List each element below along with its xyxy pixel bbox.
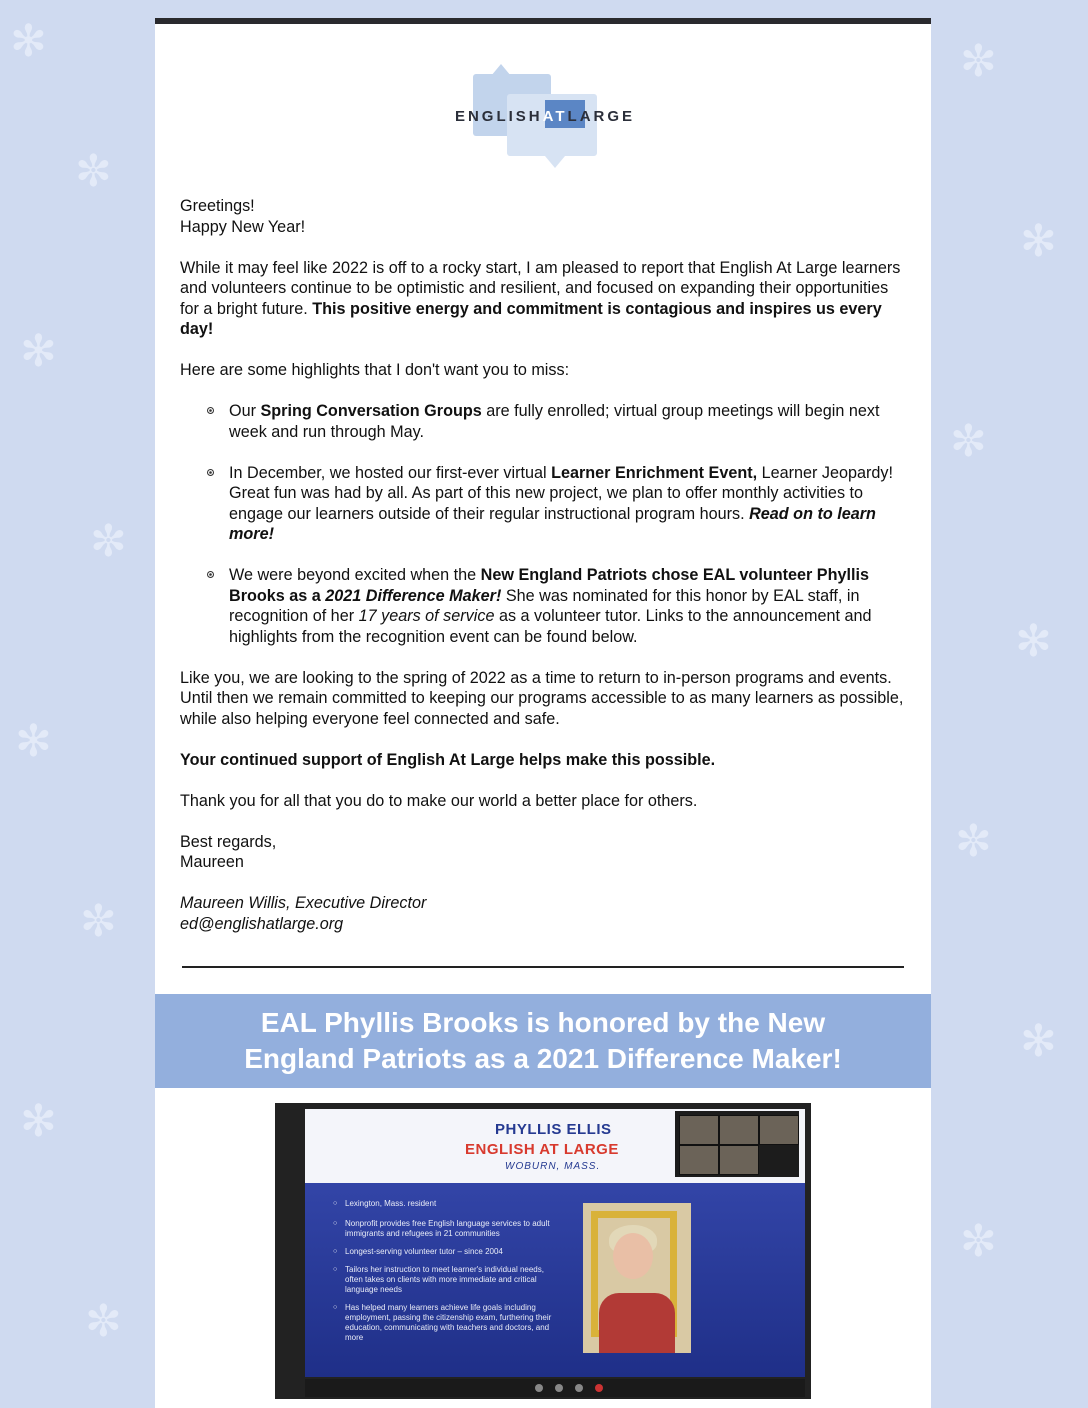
snowflake-icon: ✼ — [90, 516, 127, 567]
intro-paragraph: While it may feel like 2022 is off to a rocky start, I am pleased to report that English At Large learners and volunteers continue to be optimistic and resilient, and focused on expanding their opportunities for a bright future. This positive energy and commitment is contagious and inspires us every day! — [180, 258, 901, 338]
meeting-controls-bar — [305, 1379, 805, 1397]
signature-email[interactable]: ed@englishatlarge.org — [180, 914, 344, 933]
snowflake-icon: ✼ — [75, 146, 112, 197]
support-statement: Your continued support of English At Large helps make this possible. — [180, 750, 716, 769]
slide-org: ENGLISH AT LARGE — [465, 1141, 619, 1158]
snowflake-icon: ✻ — [10, 16, 47, 67]
snowflake-icon: ✼ — [960, 36, 997, 87]
presentation-slide — [305, 1109, 805, 1377]
slide-bullet: ○ Longest-serving volunteer tutor – since 2004 — [345, 1247, 555, 1257]
snowflake-icon: ✻ — [20, 326, 57, 377]
bullet-icon — [207, 469, 214, 476]
snowflake-icon: ✻ — [1015, 616, 1052, 667]
thanks-paragraph: Thank you for all that you do to make our world a better place for others. — [180, 791, 698, 810]
snowflake-icon: ✼ — [950, 416, 987, 467]
divider — [182, 966, 904, 968]
event-photo — [275, 1103, 811, 1399]
banner-title: EAL Phyllis Brooks is honored by the New England Patriots as a 2021 Difference Maker! — [244, 1007, 842, 1074]
snowflake-icon: ✻ — [1020, 1016, 1057, 1067]
new-year-greeting: Happy New Year! — [180, 217, 306, 236]
snowflake-icon: ✼ — [955, 816, 992, 867]
video-call-thumbnails — [675, 1111, 799, 1177]
english-at-large-logo: ENGLISHATLARGE — [435, 64, 655, 164]
signature-title: Maureen Willis, Executive Director — [180, 894, 427, 912]
snowflake-icon: ✼ — [80, 896, 117, 947]
greeting: Greetings! — [180, 197, 255, 215]
slide-bullet: ○ Nonprofit provides free English language services to adult immigrants and refugees in 21 communities — [345, 1219, 555, 1239]
highlights-list — [180, 401, 910, 647]
portrait-image — [583, 1203, 691, 1353]
snowflake-icon: ✼ — [85, 1296, 122, 1347]
bullet-icon — [207, 571, 214, 578]
list-item: We were beyond excited when the New England Patriots chose EAL volunteer Phyllis Brooks as a 2021 Difference Maker! She was nominated for this honor by EAL staff, in recognition of her 17 years of service as a volunteer tutor. Links to the announcement and highlights from the recognition event can be found below. — [204, 565, 910, 647]
slide-location: WOBURN, MASS. — [505, 1161, 601, 1172]
letter-body — [180, 196, 910, 955]
list-item: Our Spring Conversation Groups are fully enrolled; virtual group meetings will begin next week and run through May. — [204, 401, 910, 442]
section-banner — [155, 994, 931, 1088]
slide-name: PHYLLIS ELLIS — [495, 1121, 612, 1138]
snowflake-icon: ✼ — [960, 1216, 997, 1267]
list-item: In December, we hosted our first-ever virtual Learner Enrichment Event, Learner Jeopardy! Great fun was had by all. As part of this new project, we plan to offer monthly activities to engage our learners outside of their regular instructional program hours. Read on to learn more! — [204, 463, 910, 545]
highlights-intro: Here are some highlights that I don't want you to miss: — [180, 361, 570, 379]
snowflake-icon: ✻ — [15, 716, 52, 767]
snowflake-icon: ✻ — [20, 1096, 57, 1147]
slide-bullet: ○ Has helped many learners achieve life goals including employment, passing the citizenship exam, furthering their education, communicating with teachers and doctors, and more — [345, 1303, 555, 1343]
bullet-icon — [207, 407, 214, 414]
spring-paragraph: Like you, we are looking to the spring of 2022 as a time to return to in-person programs and events. Until then we remain committed to keeping our programs accessible to as many learners as possible, while also helping everyone feel connected and safe. — [180, 668, 904, 728]
slide-bullet: ○ Tailors her instruction to meet learner's individual needs, often takes on clients with more immediate and critical language needs — [345, 1265, 555, 1295]
sign-off: Best regards, — [180, 832, 277, 851]
slide-bullet: ○ Lexington, Mass. resident — [345, 1199, 555, 1209]
signer-name: Maureen — [180, 853, 244, 871]
snowflake-icon: ✻ — [1020, 216, 1057, 267]
newsletter-card — [155, 18, 931, 1408]
